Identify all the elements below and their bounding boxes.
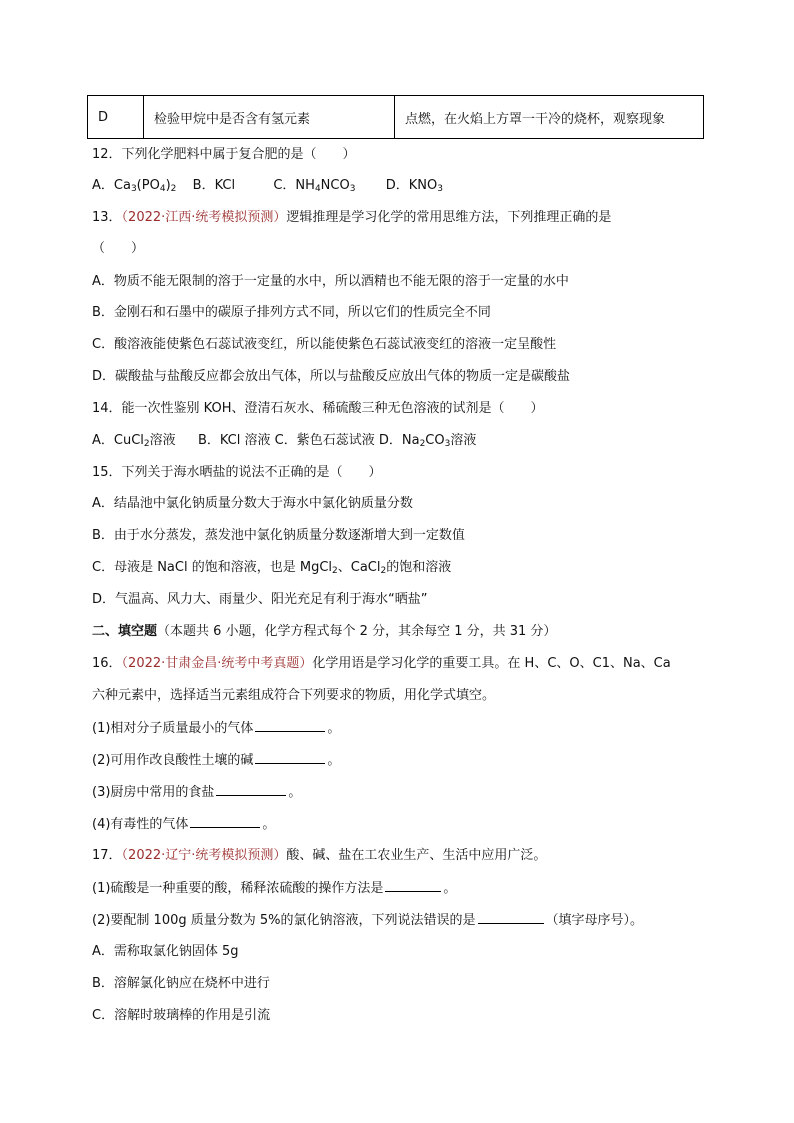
- q15-option-c: C．母液是 NaCl 的饱和溶液，也是 MgCl$_2$、CaCl$_2$的饱和溶液: [92, 560, 452, 576]
- q12-option-b: B．KCl: [192, 178, 236, 193]
- q16-part-2: (2)可用作改良酸性土壤的碱 。: [92, 753, 341, 768]
- answer-blank[interactable]: [385, 879, 441, 892]
- q16-stem-2: 六种元素中，选择适当元素组成符合下列要求的物质，用化学式填空。: [92, 688, 496, 703]
- section-2-heading: [92, 623, 556, 641]
- q14-option-a: A．CuCl$_2$溶液: [92, 433, 176, 449]
- q14-option-b: B．KCl 溶液: [197, 433, 271, 448]
- q12-option-a: A．$Ca_3(PO_4)_2$: [92, 178, 177, 194]
- q13-source: （2022·江西·统考模拟预测）: [121, 210, 287, 225]
- q13-option-a: A．物质不能无限制的溶于一定量的水中，所以酒精也不能无限的溶于一定量的水中: [92, 274, 569, 289]
- q12-options: [92, 177, 443, 195]
- task-cell: 检验甲烷中是否含有氢元素: [144, 96, 395, 139]
- answer-blank[interactable]: [255, 719, 325, 732]
- q15-option-a: A．结晶池中氯化钠质量分数大于海水中氯化钠质量分数: [92, 496, 413, 511]
- option-letter-cell: D: [88, 96, 144, 139]
- method-cell: 点燃，在火焰上方罩一干冷的烧杯，观察现象: [395, 96, 704, 139]
- answer-blank[interactable]: [255, 751, 325, 764]
- q16-stem: 16．（2022·甘肃金昌·统考中考真题）化学用语是学习化学的重要工具。在 H、C、O、C1、Na、Ca: [92, 656, 671, 671]
- answer-blank[interactable]: [190, 815, 260, 828]
- q13-paren: （ ）: [92, 241, 145, 256]
- q16-source: （2022·甘肃金昌·统考中考真题）: [121, 656, 313, 671]
- q15-stem: 15．下列关于海水晒盐的说法不正确的是（ ）: [92, 465, 382, 480]
- q17-option-c: C．溶解时玻璃棒的作用是引流: [92, 1008, 271, 1023]
- q17-option-b: B．溶解氯化钠应在烧杯中进行: [92, 976, 270, 991]
- q17-part-1: (1)硫酸是一种重要的酸，稀释浓硫酸的操作方法是 。: [92, 881, 457, 896]
- section-title: 二、填空题: [92, 624, 158, 639]
- q16-part-3: (3)厨房中常用的食盐 。: [92, 785, 302, 800]
- q15-option-d: D．气温高、风力大、雨量少、阳光充足有利于海水“晒盐”: [92, 592, 428, 607]
- q16-part-1: (1)相对分子质量最小的气体 。: [92, 721, 341, 736]
- q14-options: [92, 432, 476, 450]
- q14-option-d: D．$Na_2CO_3$溶液: [378, 433, 477, 449]
- experiment-table-row: [87, 95, 704, 139]
- q17-stem: 17．（2022·辽宁·统考模拟预测）酸、碱、盐在工农业生产、生活中应用广泛。: [92, 848, 547, 863]
- q14-option-c: C．紫色石蕊试液: [274, 433, 375, 448]
- q17-part-2: (2)要配制 100g 质量分数为 5%的氯化钠溶液，下列说法错误的是 （填字母序号）。: [92, 913, 644, 928]
- q17-source: （2022·辽宁·统考模拟预测）: [121, 848, 287, 863]
- q16-part-4: (4)有毒性的气体 。: [92, 817, 276, 832]
- q12-option-d: D．$KNO_3$: [385, 178, 443, 194]
- section-note: （本题共 6 小题，化学方程式每个 2 分，其余每空 1 分，共 31 分）: [157, 624, 557, 639]
- q13-option-d: D．碳酸盐与盐酸反应都会放出气体，所以与盐酸反应放出气体的物质一定是碳酸盐: [92, 369, 571, 384]
- q17-option-a: A．需称取氯化钠固体 5g: [92, 944, 239, 959]
- q12-stem: 12．下列化学肥料中属于复合肥的是（ ）: [92, 147, 356, 162]
- q13-stem: 13．（2022·江西·统考模拟预测）逻辑推理是学习化学的常用思维方法，下列推理正确的是: [92, 210, 612, 225]
- table-row: [88, 96, 704, 139]
- q13-option-c: C．酸溶液能使紫色石蕊试液变红，所以能使紫色石蕊试液变红的溶液一定呈酸性: [92, 337, 557, 352]
- q12-option-c: C．$NH_4NCO_3$: [273, 178, 356, 194]
- answer-blank[interactable]: [478, 911, 544, 924]
- q14-stem: 14．能一次性鉴别 KOH、澄清石灰水、稀硫酸三种无色溶液的试剂是（ ）: [92, 401, 544, 416]
- q13-option-b: B．金刚石和石墨中的碳原子排列方式不同，所以它们的性质完全不同: [92, 305, 491, 320]
- q15-option-b: B．由于水分蒸发，蒸发池中氯化钠质量分数逐渐增大到一定数值: [92, 528, 465, 543]
- answer-blank[interactable]: [216, 783, 286, 796]
